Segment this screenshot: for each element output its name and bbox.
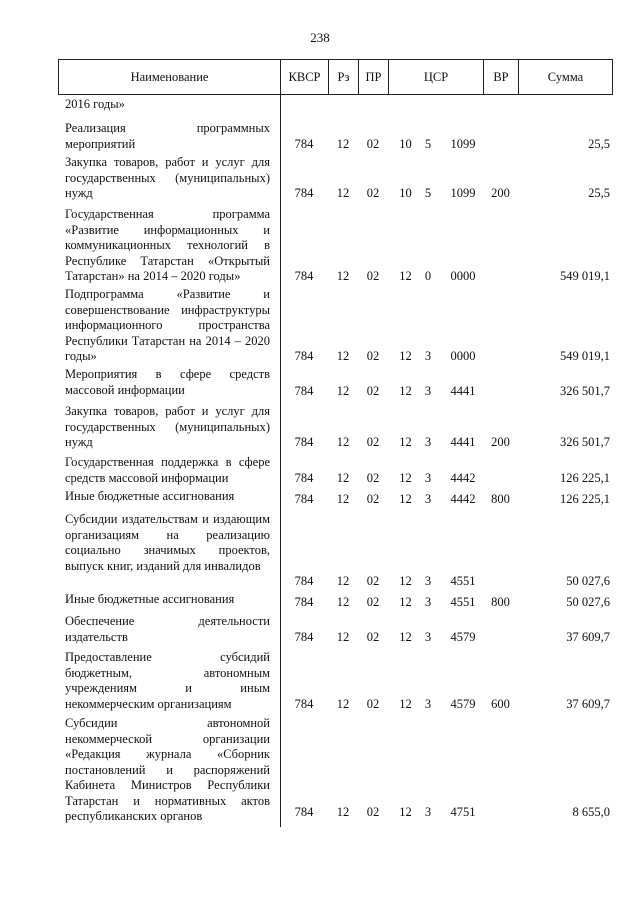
cell-c2: 3	[424, 348, 432, 363]
cell-sum: 326 501,7	[560, 383, 610, 398]
cell-pr: 02	[366, 470, 380, 485]
cell-pr: 02	[366, 573, 380, 588]
cell-vr: 200	[491, 185, 510, 200]
cell-pr: 02	[366, 629, 380, 644]
cell-kvsr: 784	[294, 573, 314, 588]
cell-rz: 12	[336, 804, 350, 819]
cell-c1: 10	[399, 185, 412, 200]
row-name: Реализация программных мероприятий	[65, 121, 270, 151]
cell-rz: 12	[336, 136, 350, 151]
cell-sum: 37 609,7	[566, 629, 610, 644]
table-row	[58, 121, 613, 152]
row-name: Субсидии автономной некоммерческой организации «Редакция журнала «Сборник постановлений и распоряжений Кабинета Министров Республики Татарстан и нормативных актов республиканских органов	[65, 716, 270, 823]
cell-c1: 12	[399, 491, 412, 506]
cell-sum: 25,5	[588, 136, 610, 151]
cell-c3: 4579	[450, 696, 476, 711]
cell-c2: 5	[424, 185, 432, 200]
cell-pr: 02	[366, 804, 380, 819]
cell-c2: 3	[424, 470, 432, 485]
cell-kvsr: 784	[294, 804, 314, 819]
cell-c3: 1099	[450, 136, 476, 151]
cell-rz: 12	[336, 573, 350, 588]
cell-pr: 02	[366, 136, 380, 151]
cell-c1: 12	[399, 696, 412, 711]
cell-c3: 0000	[450, 348, 476, 363]
cell-pr: 02	[366, 696, 380, 711]
cell-vr: 200	[491, 434, 510, 449]
table-row	[58, 592, 613, 610]
table-row	[58, 404, 613, 450]
cell-pr: 02	[366, 348, 380, 363]
cell-c1: 12	[399, 434, 412, 449]
header-vr: ВР	[484, 60, 519, 94]
table-row	[58, 614, 613, 645]
cell-kvsr: 784	[294, 696, 314, 711]
cell-c3: 4551	[450, 573, 476, 588]
cell-sum: 549 019,1	[560, 348, 610, 363]
cell-kvsr: 784	[294, 185, 314, 200]
row-name: Иные бюджетные ассигнования	[65, 592, 235, 606]
header-pr: ПР	[359, 60, 389, 94]
cell-c3: 4442	[450, 491, 476, 506]
row-name: Государственная поддержка в сфере средств массовой информации	[65, 455, 270, 485]
cell-sum: 25,5	[588, 185, 610, 200]
cell-kvsr: 784	[294, 470, 314, 485]
cell-c1: 12	[399, 594, 412, 609]
continuation-text: 2016 годы»	[65, 97, 125, 111]
cell-kvsr: 784	[294, 348, 314, 363]
cell-sum: 50 027,6	[566, 573, 610, 588]
cell-c2: 3	[424, 383, 432, 398]
cell-sum: 8 655,0	[572, 804, 610, 819]
cell-c1: 12	[399, 383, 412, 398]
cell-kvsr: 784	[294, 136, 314, 151]
cell-c3: 4551	[450, 594, 476, 609]
cell-kvsr: 784	[294, 629, 314, 644]
cell-vr: 800	[491, 594, 510, 609]
cell-c3: 4579	[450, 629, 476, 644]
cell-c3: 4751	[450, 804, 476, 819]
row-name: Мероприятия в сфере средств массовой информации	[65, 367, 270, 397]
header-kvsr: КВСР	[281, 60, 329, 94]
cell-c2: 3	[424, 573, 432, 588]
row-name: Субсидии издательствам и издающим организациям на реализацию социально значимых проектов, выпуск книг, изданий для инвалидов	[65, 512, 270, 573]
cell-c2: 3	[424, 491, 432, 506]
header-sum: Сумма	[547, 69, 584, 84]
cell-c3: 4441	[450, 434, 476, 449]
cell-kvsr: 784	[294, 594, 314, 609]
cell-sum: 126 225,1	[560, 470, 610, 485]
cell-c3: 4442	[450, 470, 476, 485]
row-name: Подпрограмма «Развитие и совершенствование инфраструктуры информационного пространства Республики Татарстан на 2014 – 2020 годы»	[65, 287, 270, 363]
cell-rz: 12	[336, 383, 350, 398]
cell-rz: 12	[336, 696, 350, 711]
cell-c2: 3	[424, 696, 432, 711]
row-name: Иные бюджетные ассигнования	[65, 489, 235, 503]
cell-pr: 02	[366, 491, 380, 506]
cell-rz: 12	[336, 594, 350, 609]
cell-vr: 600	[491, 696, 510, 711]
cell-rz: 12	[336, 491, 350, 506]
cell-sum: 37 609,7	[566, 696, 610, 711]
cell-c3: 0000	[450, 268, 476, 283]
cell-pr: 02	[366, 383, 380, 398]
table-row	[58, 367, 613, 399]
cell-rz: 12	[336, 434, 350, 449]
row-name: Предоставление субсидий бюджетным, автономным учреждениям и иным некоммерческим организациям	[65, 650, 270, 711]
table-row	[58, 716, 613, 823]
cell-rz: 12	[336, 629, 350, 644]
cell-pr: 02	[366, 268, 380, 283]
header-csr: ЦСР	[389, 60, 484, 94]
cell-rz: 12	[336, 185, 350, 200]
cell-rz: 12	[336, 470, 350, 485]
cell-vr: 800	[491, 491, 510, 506]
cell-c2: 5	[424, 136, 432, 151]
cell-sum: 549 019,1	[560, 268, 610, 283]
row-name: Закупка товаров, работ и услуг для государственных (муниципальных) нужд	[65, 404, 270, 449]
row-name: Закупка товаров, работ и услуг для государственных (муниципальных) нужд	[65, 155, 270, 200]
cell-pr: 02	[366, 185, 380, 200]
cell-c1: 12	[399, 804, 412, 819]
cell-sum: 50 027,6	[566, 594, 610, 609]
table-header	[58, 59, 613, 95]
header-name: Наименование	[59, 60, 281, 94]
page-number: 238	[310, 30, 330, 45]
cell-c3: 1099	[450, 185, 476, 200]
table-row	[58, 650, 613, 712]
cell-sum: 326 501,7	[560, 434, 610, 449]
cell-pr: 02	[366, 434, 380, 449]
table-row	[58, 512, 613, 589]
table-row	[58, 455, 613, 486]
cell-kvsr: 784	[294, 268, 314, 283]
cell-c2: 0	[424, 268, 432, 283]
cell-c2: 3	[424, 434, 432, 449]
table-row	[58, 207, 613, 284]
cell-sum: 126 225,1	[560, 491, 610, 506]
cell-c2: 3	[424, 629, 432, 644]
cell-kvsr: 784	[294, 383, 314, 398]
cell-pr: 02	[366, 594, 380, 609]
cell-kvsr: 784	[294, 491, 314, 506]
cell-c1: 10	[399, 136, 412, 151]
cell-c2: 3	[424, 594, 432, 609]
cell-c1: 12	[399, 268, 412, 283]
cell-rz: 12	[336, 348, 350, 363]
table-row	[58, 287, 613, 364]
cell-c1: 12	[399, 573, 412, 588]
cell-c1: 12	[399, 629, 412, 644]
row-name: Государственная программа «Развитие информационных и коммуникационных технологий в Республике Татарстан «Открытый Татарстан» на 2014 – 2020 годы»	[65, 207, 270, 283]
row-name: Обеспечение деятельности издательств	[65, 614, 270, 644]
cell-c1: 12	[399, 470, 412, 485]
cell-rz: 12	[336, 268, 350, 283]
cell-c1: 12	[399, 348, 412, 363]
header-rz: Рз	[329, 60, 359, 94]
table-row	[58, 155, 613, 201]
cell-c2: 3	[424, 804, 432, 819]
cell-kvsr: 784	[294, 434, 314, 449]
table-row	[58, 489, 613, 507]
cell-c3: 4441	[450, 383, 476, 398]
